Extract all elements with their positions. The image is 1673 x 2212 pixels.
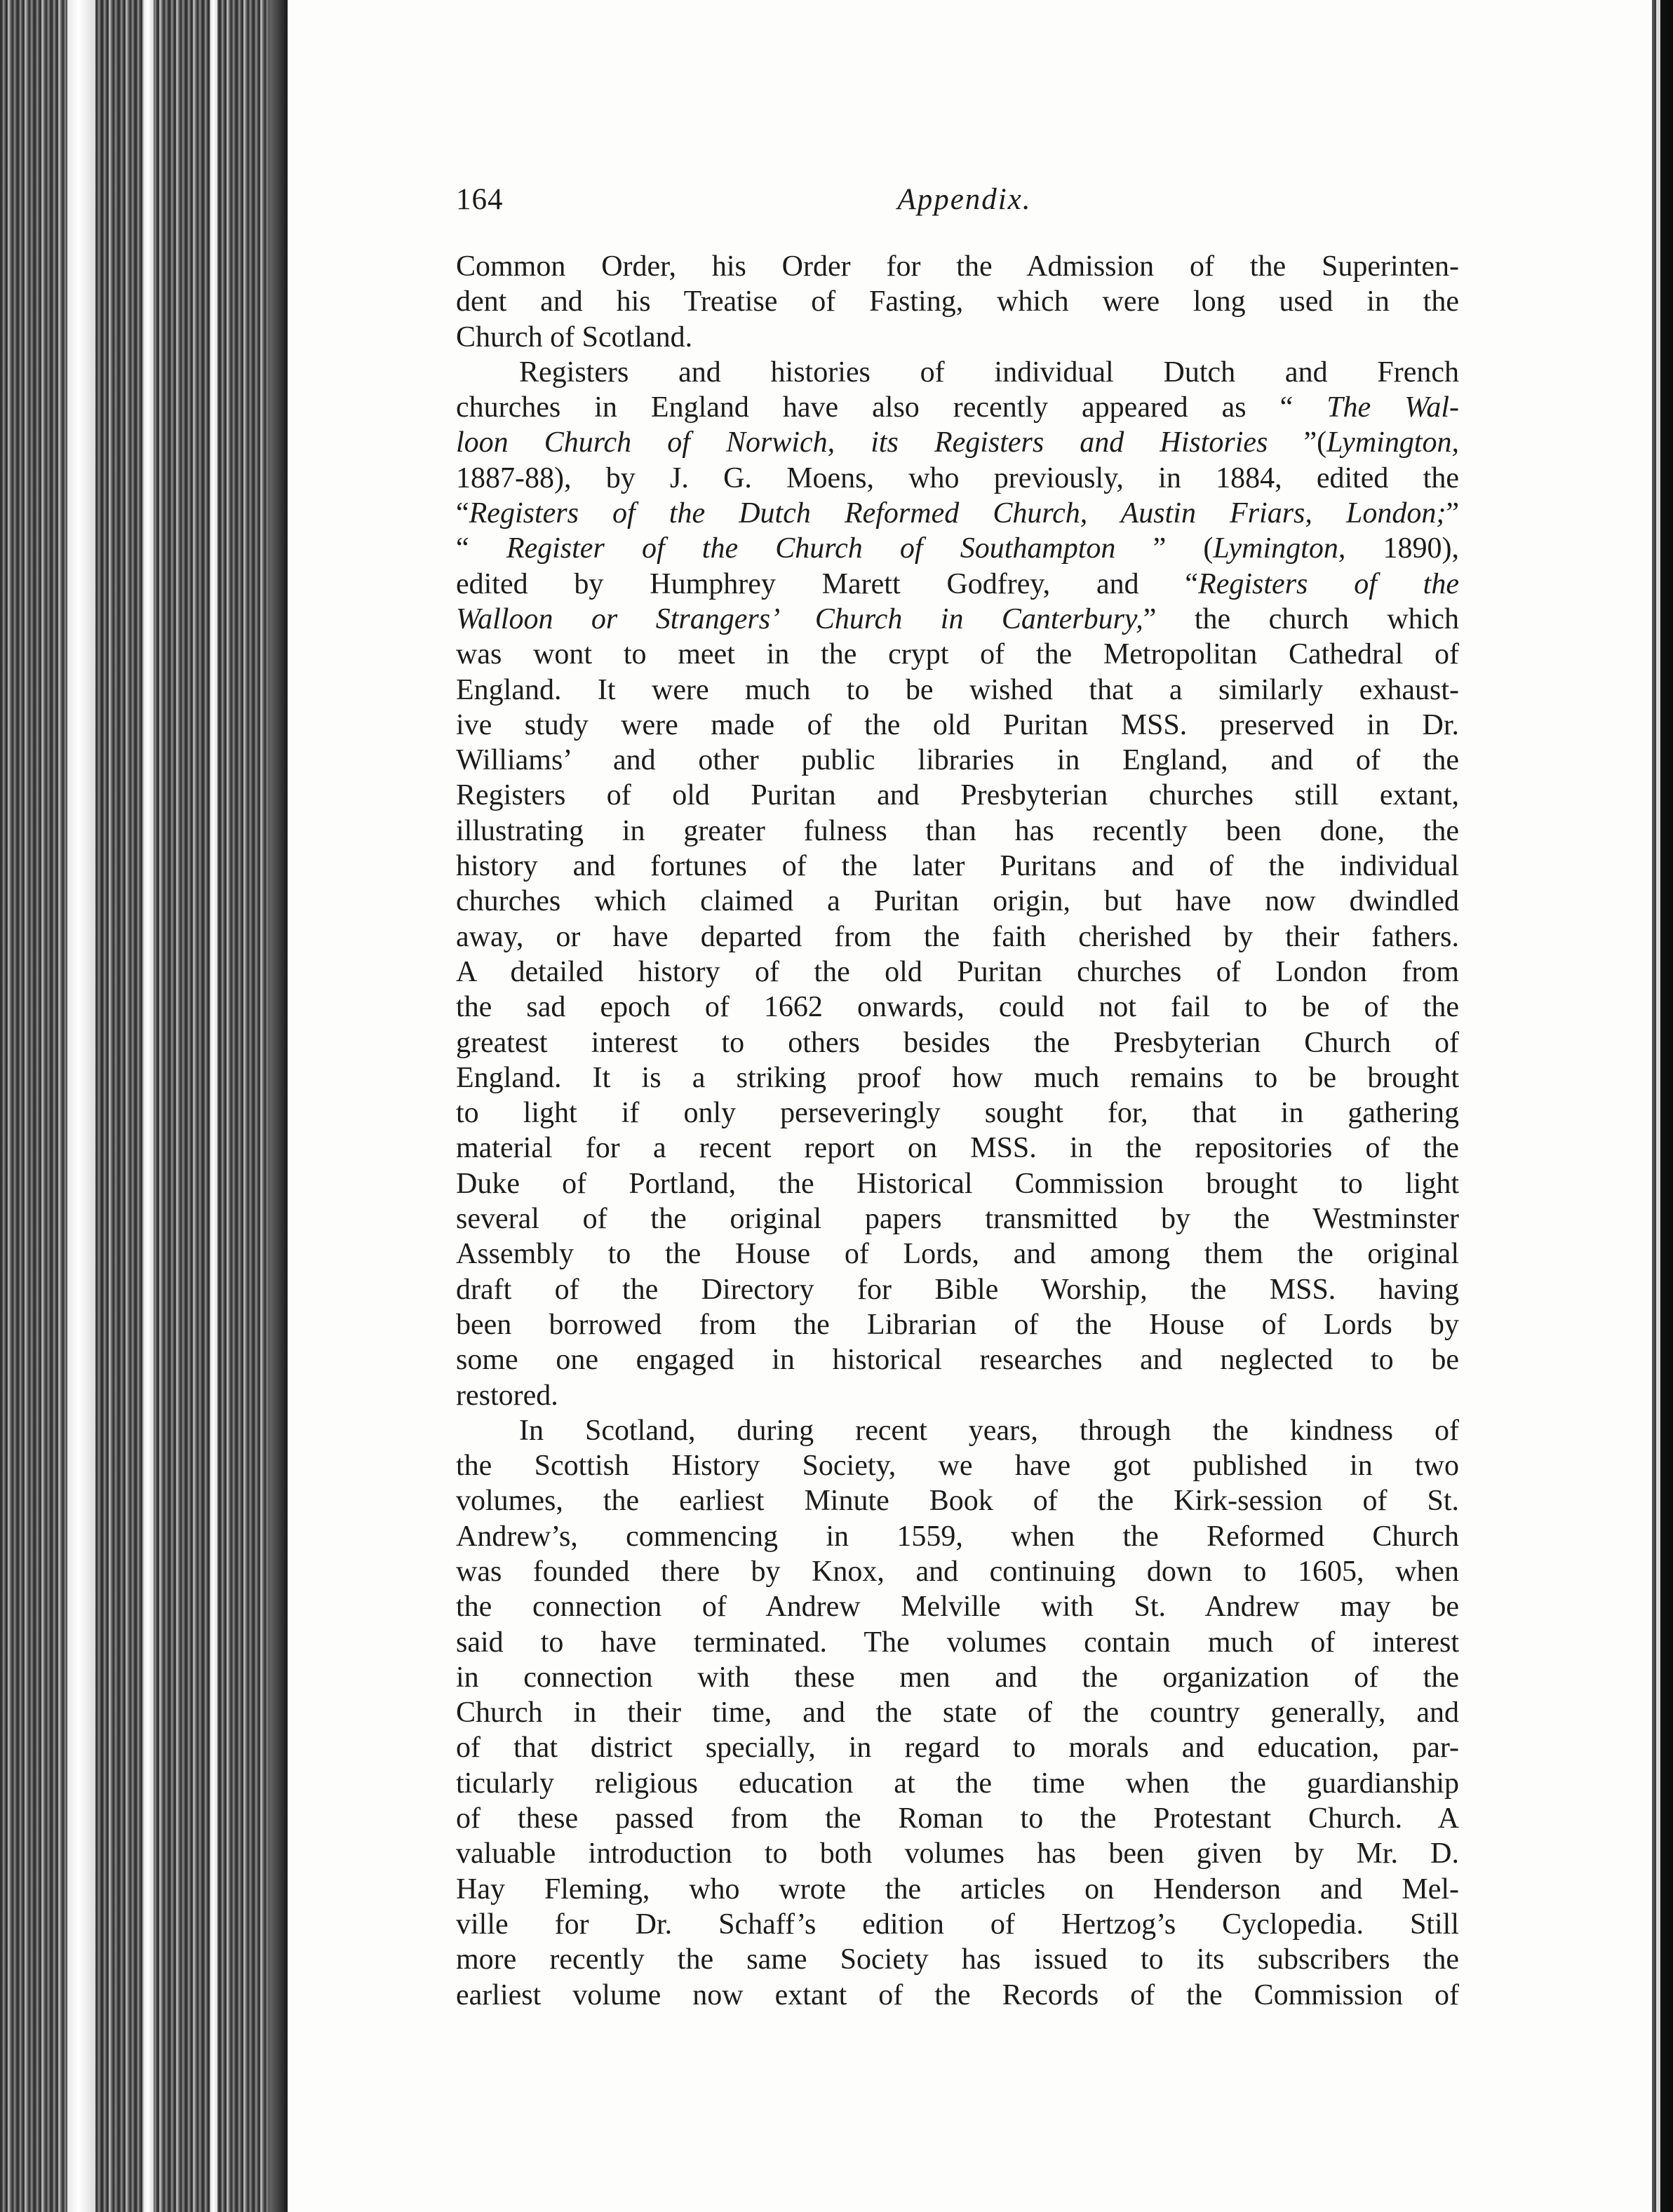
text-line: the Scottish History Society, we have got published in two [456,1450,1459,1483]
text-line: Registers and histories of individual Dutch and French [519,356,1459,389]
text-line: loon Church of Norwich, its Registers and Histories ”(Lymington, [456,426,1459,459]
text-line: valuable introduction to both volumes has been given by Mr. D. [456,1837,1459,1870]
text-line: greatest interest to others besides the Presbyterian Church of [456,1026,1459,1059]
text-line: volumes, the earliest Minute Book of the Kirk-session of St. [456,1485,1459,1518]
text-line: to light if only perseveringly sought for, that in gathering [456,1097,1459,1130]
text-line: away, or have departed from the faith cherished by their fathers. [456,920,1459,953]
book-page [288,0,1652,2212]
text-line: churches in England have also recently appeared as “ The Wal- [456,391,1459,424]
page-header [456,182,1473,224]
book-page-edges [0,0,288,2212]
text-line: said to have terminated. The volumes contain much of interest [456,1626,1459,1659]
text-line: more recently the same Society has issued to its subscribers the [456,1943,1459,1976]
text-line: the sad epoch of 1662 onwards, could not fail to be of the [456,991,1459,1024]
text-line: of these passed from the Roman to the Protestant Church. A [456,1802,1459,1835]
text-line: Williams’ and other public libraries in England, and of the [456,744,1459,777]
book-right-edge [1652,0,1673,2212]
text-line: ville for Dr. Schaff’s edition of Hertzog’s Cyclopedia. Still [456,1908,1459,1941]
text-line: draft of the Directory for Bible Worship, the MSS. having [456,1273,1459,1306]
text-line: Church in their time, and the state of the country generally, and [456,1697,1459,1729]
text-line: “ Register of the Church of Southampton ” (Lymington, 1890), [456,532,1459,565]
text-line: several of the original papers transmitted by the Westminster [456,1203,1459,1236]
text-line: Hay Fleming, who wrote the articles on Henderson and Mel- [456,1873,1459,1906]
text-line: churches which claimed a Puritan origin, but have now dwindled [456,885,1459,918]
text-line: In Scotland, during recent years, through the kindness of [519,1414,1459,1447]
text-line: Registers of old Puritan and Presbyterian churches still extant, [456,779,1459,812]
text-line: Church of Scotland. [456,321,693,353]
text-line: of that district specially, in regard to morals and education, par- [456,1732,1459,1765]
text-line: illustrating in greater fulness than has recently been done, the [456,814,1459,847]
text-line: England. It were much to be wished that a similarly exhaust- [456,673,1459,706]
running-title: Appendix. [897,183,1032,216]
text-line: 1887-88), by J. G. Moens, who previously, in 1884, edited the [456,461,1459,494]
text-line: edited by Humphrey Marett Godfrey, and “Registers of the [456,567,1459,600]
text-line: “Registers of the Dutch Reformed Church, Austin Friars, London;” [456,497,1459,530]
text-line: history and fortunes of the later Puritans and of the individual [456,850,1459,883]
text-line: earliest volume now extant of the Records of the Commission of [456,1978,1459,2011]
text-line: dent and his Treatise of Fasting, which were long used in the [456,285,1459,318]
text-line: in connection with these men and the organization of the [456,1661,1459,1694]
text-line: been borrowed from the Librarian of the House of Lords by [456,1308,1459,1341]
text-line: some one engaged in historical researches and neglected to be [456,1344,1459,1377]
text-line: Duke of Portland, the Historical Commission brought to light [456,1167,1459,1200]
text-line: A detailed history of the old Puritan churches of London from [456,955,1459,988]
text-line: England. It is a striking proof how much remains to be brought [456,1061,1459,1094]
page-number: 164 [456,183,504,216]
text-line: material for a recent report on MSS. in the repositories of the [456,1132,1459,1165]
text-line: was wont to meet in the crypt of the Metropolitan Cathedral of [456,638,1459,671]
text-line: ive study were made of the old Puritan MSS. preserved in Dr. [456,708,1459,741]
text-line: Walloon or Strangers’ Church in Canterbury,” the church which [456,602,1459,635]
text-line: was founded there by Knox, and continuing down to 1605, when [456,1555,1459,1588]
text-line: Andrew’s, commencing in 1559, when the Reformed Church [456,1520,1459,1553]
text-line: ticularly religious education at the time when the guardianship [456,1767,1459,1800]
text-line: Assembly to the House of Lords, and among them the original [456,1238,1459,1271]
text-line: the connection of Andrew Melville with St. Andrew may be [456,1591,1459,1624]
text-line: restored. [456,1379,558,1412]
body-text [456,249,1459,2013]
text-line: Common Order, his Order for the Admission of the Superinten- [456,250,1459,283]
